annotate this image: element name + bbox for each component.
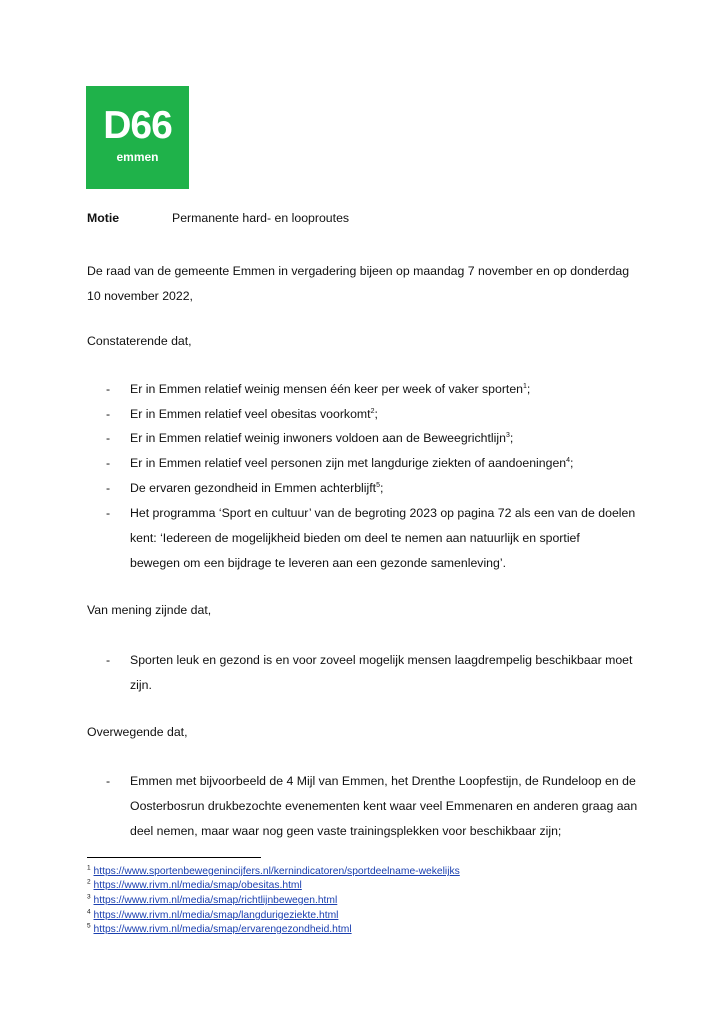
footnote-number: 3 — [87, 893, 91, 901]
footnote-ref: 3 — [505, 431, 510, 439]
van-mening-heading: Van mening zijnde dat, — [87, 603, 212, 617]
footnote-number: 2 — [87, 878, 91, 886]
list-item: Er in Emmen relatief veel obesitas voorkomt$^2$; — [130, 407, 378, 421]
motion-label: Motie — [87, 211, 120, 225]
constaterende-heading: Constaterende dat, — [87, 334, 192, 348]
list-item-line-1: Het programma ‘Sport en cultuur’ van de begroting 2023 op pagina 72 als een van de doelen — [130, 506, 636, 520]
d66-emmen-logo — [86, 86, 189, 189]
overwegende-heading: Overwegende dat, — [87, 725, 188, 739]
footnote-5 — [87, 923, 352, 936]
footnote-separator — [87, 857, 261, 858]
footnote-link-2[interactable]: https://www.rivm.nl/media/smap/obesitas.html — [93, 880, 302, 891]
list-item-line-2: kent: ‘Iedereen de mogelijkheid bieden om deel te nemen aan natuurlijk en sportief — [130, 531, 580, 545]
footnote-ref: 1 — [523, 382, 527, 390]
intro-line-2: 10 november 2022, — [87, 289, 193, 303]
footnote-ref: 2 — [370, 407, 375, 415]
motion-title: Permanente hard- en looproutes — [172, 211, 350, 225]
opinion-line-1: Sporten leuk en gezond is en voor zoveel mogelijk mensen laagdrempelig beschikbaar moet — [130, 653, 633, 667]
footnote-4 — [87, 909, 338, 922]
footnote-2 — [87, 879, 302, 892]
footnote-number: 4 — [87, 908, 91, 916]
list-item: Er in Emmen relatief veel personen zijn met langdurige ziekten of aandoeningen$^4$; — [130, 456, 574, 470]
consideration-line-3: deel nemen, maar waar nog geen vaste trainingsplekken voor beschikbaar zijn; — [130, 824, 562, 838]
footnote-link-3[interactable]: https://www.rivm.nl/media/smap/richtlijnbewegen.html — [93, 895, 338, 906]
footnote-ref: 5 — [376, 481, 380, 489]
logo-sub-text: emmen — [116, 150, 159, 164]
footnote-3 — [87, 894, 337, 907]
list-item: De ervaren gezondheid in Emmen achterblijft$^5$; — [130, 481, 384, 495]
list-item: Er in Emmen relatief weinig inwoners voldoen aan de Beweegrichtlijn$^3$; — [130, 431, 514, 445]
footnote-1 — [87, 865, 460, 878]
intro-line-1: De raad van de gemeente Emmen in vergadering bijeen op maandag 7 november en op donderdag — [87, 264, 630, 278]
footnote-link-5[interactable]: https://www.rivm.nl/media/smap/ervarengezondheid.html — [93, 924, 352, 935]
list-item: Er in Emmen relatief weinig mensen één keer per week of vaker sporten$^1$; — [130, 382, 531, 396]
footnote-ref: 4 — [566, 456, 571, 464]
bullet-dash: - — [106, 481, 111, 495]
list-item-line-3: bewegen om een bijdrage te leveren aan een gezonde samenleving’. — [130, 556, 507, 570]
bullet-dash: - — [106, 456, 111, 470]
footnote-link-1[interactable]: https://www.sportenbewegenincijfers.nl/kernindicatoren/sportdeelname-wekelijks — [93, 866, 460, 877]
bullet-dash: - — [106, 774, 111, 788]
footnote-link-4[interactable]: https://www.rivm.nl/media/smap/langdurigeziekte.html — [93, 910, 339, 921]
bullet-dash: - — [106, 407, 111, 421]
footnote-number: 1 — [87, 864, 91, 872]
logo-main-text: D66 — [103, 104, 172, 147]
bullet-dash: - — [106, 653, 111, 667]
footnote-number: 5 — [87, 922, 91, 930]
consideration-line-2: Oosterbosrun drukbezochte evenementen kent waar veel Emmenaren en anderen graag aan — [130, 799, 638, 813]
consideration-line-1: Emmen met bijvoorbeeld de 4 Mijl van Emmen, het Drenthe Loopfestijn, de Rundeloop en de — [130, 774, 636, 788]
opinion-line-2: zijn. — [130, 678, 152, 692]
bullet-dash: - — [106, 382, 111, 396]
bullet-dash: - — [106, 431, 111, 445]
bullet-dash: - — [106, 506, 111, 520]
